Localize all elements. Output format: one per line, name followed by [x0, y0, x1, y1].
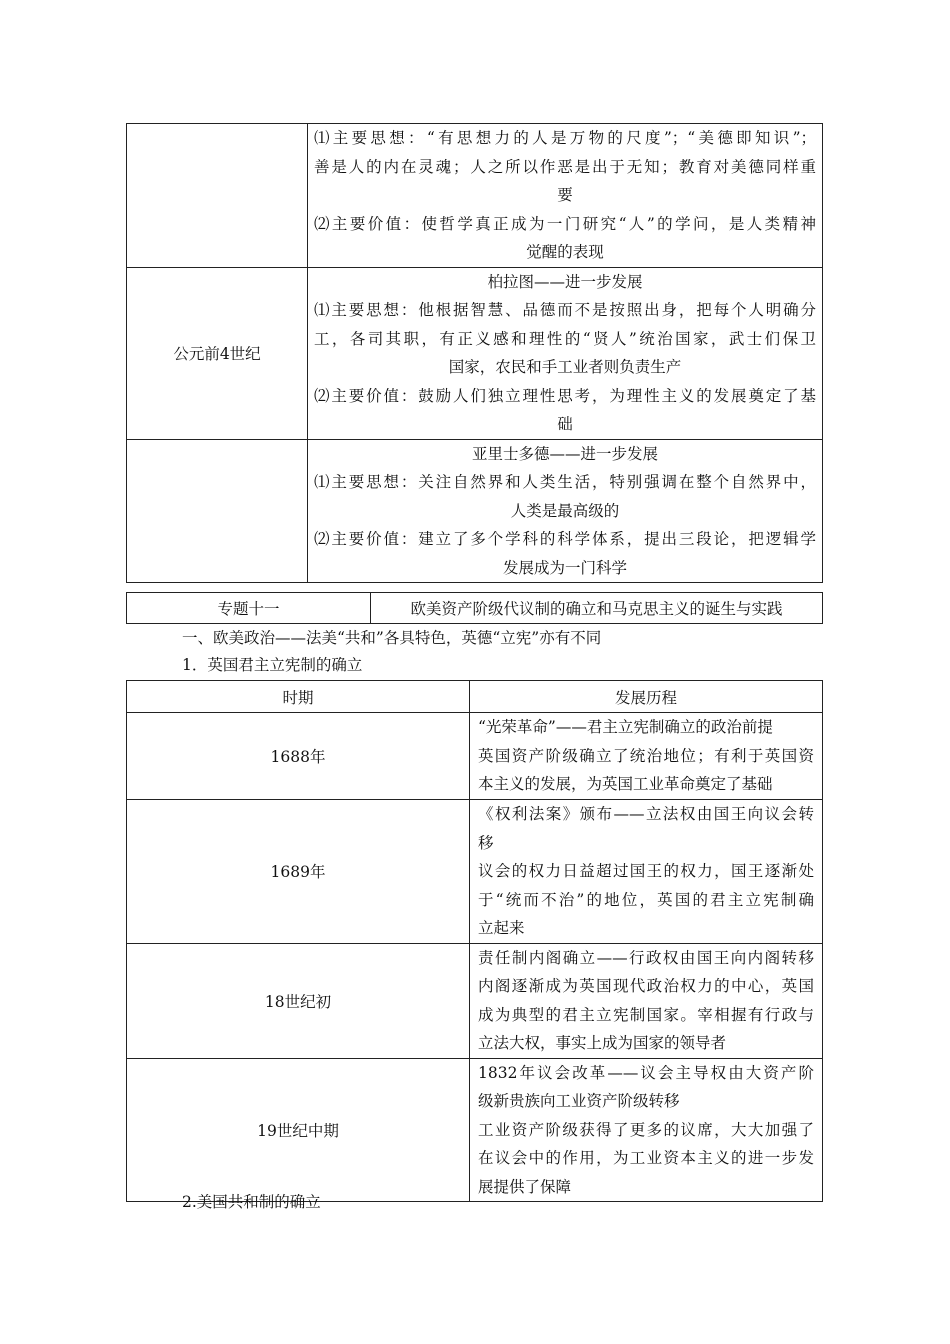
period-cell: 18世纪初: [127, 943, 470, 1058]
content-line: 于“统而不治”的地位，英国的君主立宪制确: [478, 890, 814, 909]
content-line: 国家，农民和手工业者则负责生产: [448, 358, 682, 376]
content-cell: [308, 439, 823, 583]
topic-header: [126, 592, 823, 624]
table-row: [127, 267, 823, 439]
subsection-heading: 1．英国君主立宪制的确立: [182, 656, 363, 674]
content-line: 发展成为一门科学: [502, 558, 627, 577]
content-line: 础: [557, 415, 573, 433]
content-line: 亚里士多德——进一步发展: [471, 444, 658, 463]
content-cell: [470, 943, 823, 1058]
content-line: 责任制内阁确立——行政权由国王向内阁转移: [478, 948, 814, 967]
content-line: 展提供了保障: [478, 1177, 572, 1196]
content-line: 议会的权力日益超过国王的权力，国王逐渐处: [478, 862, 814, 880]
content-line: 英国资产阶级确立了统治地位；有利于英国资: [478, 746, 814, 765]
period-cell: 1689年: [127, 800, 470, 944]
content-line: ⑵主要价值：鼓励人们独立理性思考，为理性主义的发展奠定了基: [314, 386, 816, 405]
content-line: 立法大权，事实上成为国家的领导者: [478, 1034, 727, 1052]
content-line: ⑵主要价值：使哲学真正成为一门研究“人”的学问，是人类精神: [314, 214, 816, 233]
period-cell: [127, 124, 308, 268]
table-row: [127, 124, 823, 268]
content-line: “光荣革命”——君主立宪制确立的政治前提: [478, 718, 773, 737]
table-row: [127, 713, 823, 800]
table-header-row: [127, 681, 823, 713]
content-cell: [308, 267, 823, 439]
topic-number: 专题十一: [127, 593, 371, 624]
table-row: [127, 800, 823, 944]
subsection-heading: 2.美国共和制的确立: [182, 1193, 321, 1211]
content-line: 《权利法案》颁布——立法权由国王向议会转: [478, 805, 814, 823]
column-header: 发展历程: [470, 681, 823, 713]
content-line: ⑴主要思想：关注自然界和人类生活，特别强调在整个自然界中，: [314, 473, 816, 491]
period-cell: 1688年: [127, 713, 470, 800]
table-row: [127, 439, 823, 583]
content-cell: [470, 713, 823, 800]
topic-title: 欧美资产阶级代议制的确立和马克思主义的诞生与实践: [371, 593, 823, 624]
period-cell: 19世纪中期: [127, 1058, 470, 1202]
british-monarchy-table: [126, 680, 823, 1202]
content-cell: [470, 800, 823, 944]
content-line: 善是人的内在灵魂；人之所以作恶是出于无知；教育对美德同样重: [314, 157, 816, 176]
content-line: 觉醒的表现: [526, 243, 604, 261]
section-heading: 一、欧美政治——法美“共和”各具特色，英德“立宪”亦有不同: [182, 629, 602, 647]
content-line: 移: [478, 833, 494, 852]
content-line: 立起来: [478, 919, 525, 937]
philosophy-table: [126, 123, 823, 583]
content-line: 本主义的发展，为英国工业革命奠定了基础: [478, 775, 773, 794]
column-header: 时期: [127, 681, 470, 713]
content-line: 内阁逐渐成为英国现代政治权力的中心，英国: [478, 977, 814, 995]
period-cell: [127, 439, 308, 583]
content-line: 人类是最高级的: [510, 501, 620, 520]
content-line: 成为典型的君主立宪制国家。宰相握有行政与: [478, 1005, 814, 1024]
period-cell: 公元前4世纪: [127, 267, 308, 439]
content-cell: [470, 1058, 823, 1202]
table-row: [127, 1058, 823, 1202]
content-line: 级新贵族向工业资产阶级转移: [478, 1092, 680, 1110]
table-row: [127, 943, 823, 1058]
content-cell: [308, 124, 823, 268]
content-line: 工，各司其职，有正义感和理性的“贤人”统治国家，武士们保卫: [314, 329, 816, 348]
content-line: ⑴主要思想：他根据智慧、品德而不是按照出身，把每个人明确分: [314, 301, 816, 319]
content-line: 在议会中的作用，为工业资本主义的进一步发: [478, 1149, 814, 1167]
content-line: 要: [557, 186, 573, 204]
content-line: 1832年议会改革——议会主导权由大资产阶: [478, 1063, 814, 1082]
content-line: 柏拉图——进一步发展: [487, 272, 643, 291]
content-line: 工业资产阶级获得了更多的议席，大大加强了: [478, 1120, 814, 1139]
content-line: ⑴主要思想：“有思想力的人是万物的尺度”；“美德即知识”；: [314, 129, 816, 147]
content-line: ⑵主要价值：建立了多个学科的科学体系，提出三段论，把逻辑学: [314, 530, 816, 548]
